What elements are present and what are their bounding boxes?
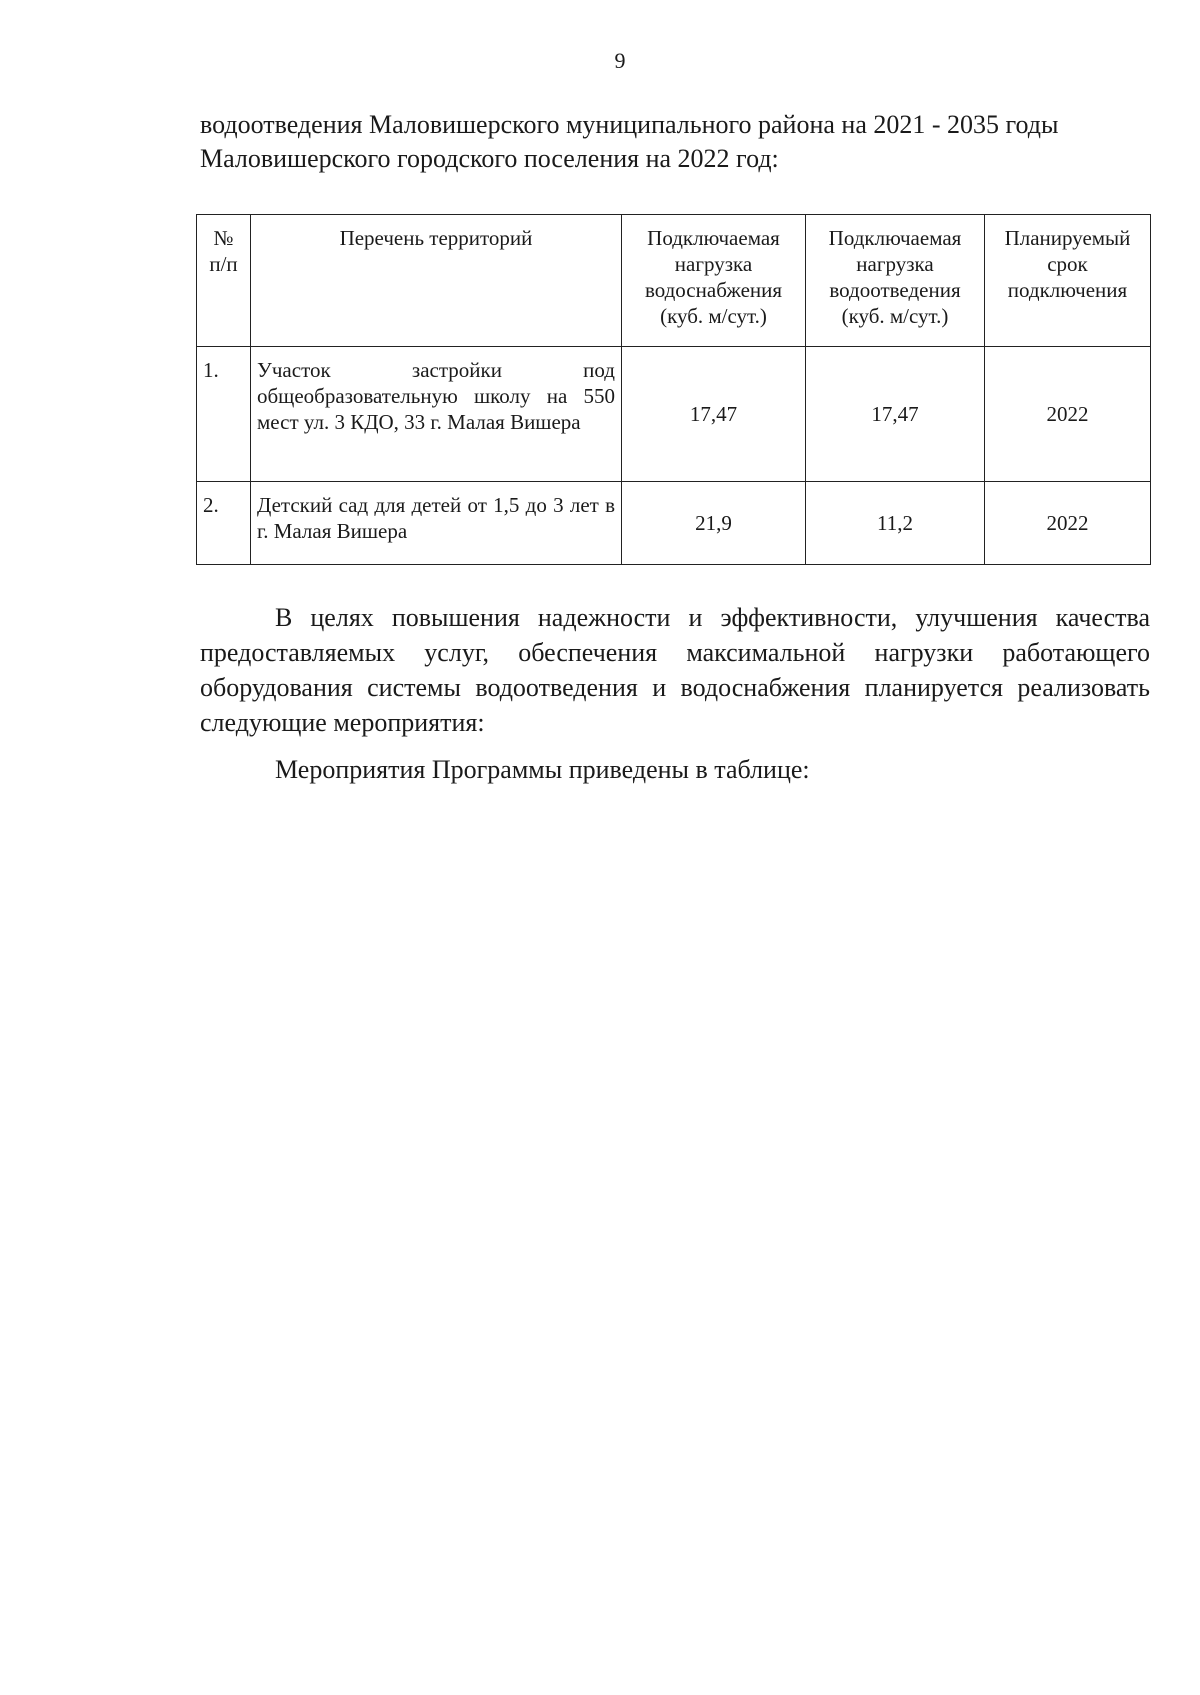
header-water-supply-line-1: Подключаемая xyxy=(647,226,780,250)
row-water-supply: 17,47 xyxy=(622,347,806,482)
row-term: 2022 xyxy=(985,347,1151,482)
header-water-supply-line-3: водоснабжения xyxy=(644,278,783,302)
header-water-supply-line-2: нагрузка xyxy=(674,252,753,276)
intro-text xyxy=(200,108,1150,176)
row-term: 2022 xyxy=(985,482,1151,565)
header-water-disposal-line-2: нагрузка xyxy=(856,252,934,276)
header-water-supply-line-4: (куб. м/сут.) xyxy=(660,304,767,328)
header-territory-label: Перечень территорий xyxy=(339,226,533,250)
header-term-line-1: Планируемый xyxy=(1004,226,1131,250)
row-territory: Участок застройки под общеобразовательную школу на 550 мест ул. 3 КДО, 33 г. Малая Вишера xyxy=(251,347,622,482)
header-water-disposal-line-3: водоотведения xyxy=(829,278,961,302)
body-paragraph-1: В целях повышения надежности и эффективности, улучшения качества предоставляемых услуг, обеспечения максимальной нагрузки работающего оборудования системы водоотведения и водоснабжения планируется реализовать следующие мероприятия: xyxy=(200,603,1150,737)
header-water-supply xyxy=(622,215,806,347)
connections-table-wrapper xyxy=(196,214,1150,565)
body-paragraph-2: Мероприятия Программы приведены в таблице: xyxy=(275,755,810,784)
header-term-line-2: срок xyxy=(1047,252,1088,276)
header-term-line-3: подключения xyxy=(1007,278,1128,302)
page-number: 9 xyxy=(614,48,626,73)
row-number: 2. xyxy=(197,482,251,565)
table-header-row xyxy=(197,215,1151,347)
header-water-disposal-line-4: (куб. м/сут.) xyxy=(841,304,949,328)
row-territory: Детский сад для детей от 1,5 до 3 лет в г. Малая Вишера xyxy=(251,482,622,565)
header-term xyxy=(985,215,1151,347)
header-num xyxy=(197,215,251,347)
row-number: 1. xyxy=(197,347,251,482)
intro-line-1: водоотведения Маловишерского муниципального района на 2021 - 2035 годы xyxy=(200,110,1059,139)
header-water-disposal xyxy=(806,215,985,347)
row-water-disposal: 17,47 xyxy=(806,347,985,482)
body-text xyxy=(200,600,1150,787)
row-water-supply: 21,9 xyxy=(622,482,806,565)
row-water-disposal: 11,2 xyxy=(806,482,985,565)
table-row xyxy=(197,482,1151,565)
table-row xyxy=(197,347,1151,482)
header-territory xyxy=(251,215,622,347)
intro-line-2: Маловишерского городского поселения на 2022 год: xyxy=(200,144,779,173)
header-water-disposal-line-1: Подключаемая xyxy=(828,226,962,250)
header-num-line-1: № xyxy=(213,226,234,250)
connections-table xyxy=(196,214,1151,565)
header-num-line-2: п/п xyxy=(209,252,238,276)
